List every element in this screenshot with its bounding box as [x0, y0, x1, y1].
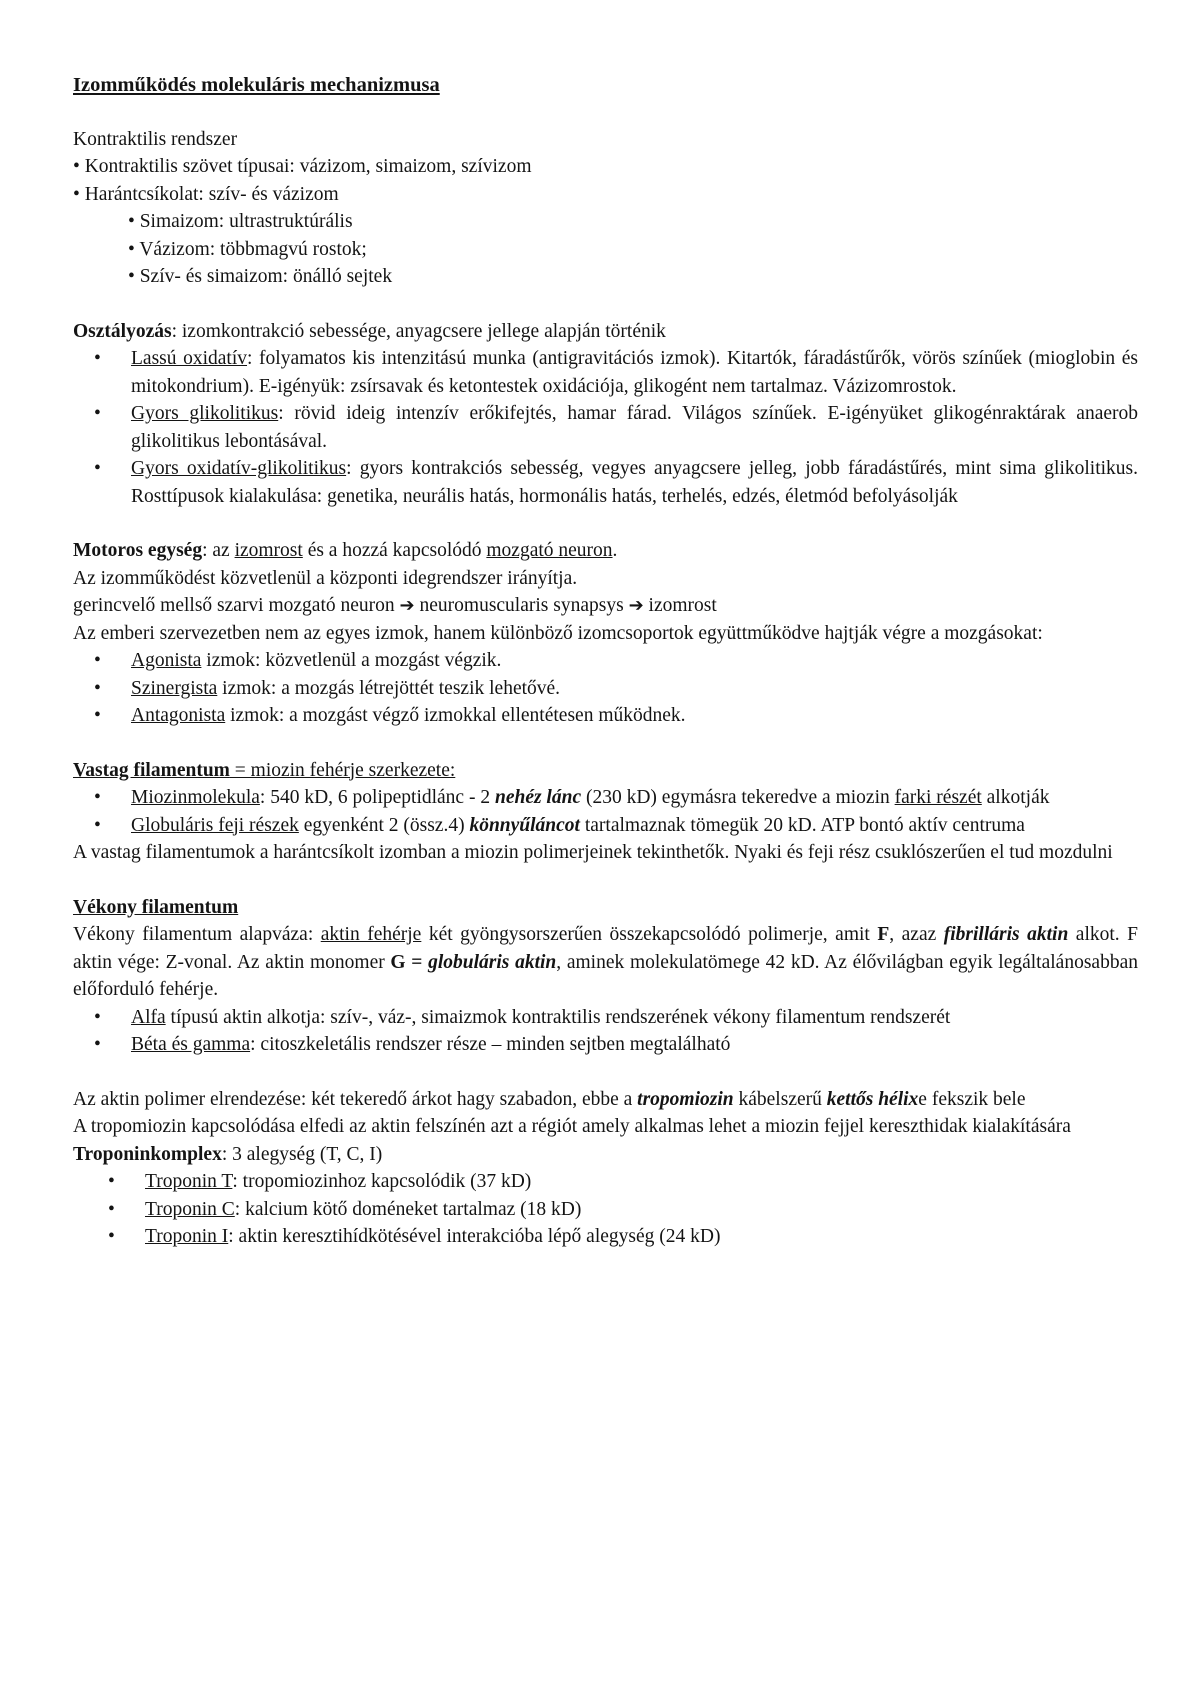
text: e fekszik bele [918, 1088, 1026, 1110]
text: tartalmaznak tömegük 20 kD. ATP bontó aktív centruma [579, 814, 1025, 836]
text: Az aktin polimer elrendezése: két tekeredő árkot hagy szabadon, ebbe a [73, 1088, 638, 1110]
section-label: Vastag filamentum [73, 759, 230, 781]
section-thick-filament [73, 757, 1138, 867]
list-item [73, 1031, 1138, 1059]
section-text: = miozin fehérje szerkezete: [229, 759, 456, 781]
list-item: • Kontraktilis szövet típusai: vázizom, simaizom, szívizom [73, 156, 532, 177]
list-term: Béta és gamma [131, 1034, 251, 1055]
bullet: • [94, 705, 101, 726]
text: két gyöngysorszerűen összekapcsolódó polimerje, amit [421, 924, 878, 945]
bullet: • [108, 1226, 115, 1247]
list-text: : tropomiozinhoz kapcsolódik (37 kD) [232, 1171, 532, 1192]
text: , azaz [889, 924, 944, 945]
list-item [73, 812, 1138, 840]
list-term: Troponin T [145, 1171, 233, 1192]
list-term: Troponin C [145, 1198, 235, 1220]
list-text: típusú aktin alkotja: szív-, váz-, simaizmok kontraktilis rendszerének vékony filamentum rendszerét [165, 1006, 951, 1028]
pathway-line [73, 592, 1138, 620]
list-text: izmok: a mozgást végző izmokkal ellentétesen működnek. [225, 705, 686, 726]
term: farki részét [894, 787, 982, 808]
list-term: Agonista [131, 650, 202, 671]
text: . [612, 540, 618, 561]
list-text: : rövid ideig intenzív erőkifejtés, hamar fárad. Világos színűek. E-igényüket glikogénraktárak anaerob glikolitikus lebontásával. [131, 403, 1138, 452]
list-term: Gyors glikolitikus [131, 403, 279, 424]
term-motor-neuron: mozgató neuron [486, 540, 613, 561]
list-text: : kalcium kötő doméneket tartalmaz (18 kD) [234, 1198, 582, 1220]
list-item [73, 702, 1138, 730]
paragraph: A tropomiozin kapcsolódása elfedi az aktin felszínén azt a régiót amely alkalmas lehet a miozin fejjel kereszthidak kialakítására [73, 1116, 1071, 1137]
text: izomrost [643, 595, 717, 616]
list-item [87, 1196, 1138, 1224]
page-title: Izomműködés molekuláris mechanizmusa [73, 74, 440, 96]
list-item [73, 455, 1138, 510]
paragraph-line: Az izomműködést közvetlenül a központi idegrendszer irányítja. [73, 567, 578, 589]
bullet: • [94, 1006, 101, 1028]
text: és a hozzá kapcsolódó [302, 540, 487, 561]
list-text: izmok: közvetlenül a mozgást végzik. [201, 650, 502, 671]
emphasis: F [877, 924, 890, 945]
section-heading: Vékony filamentum [73, 896, 239, 918]
list-term: Globuláris feji részek [131, 814, 299, 836]
emphasis: fibrilláris aktin [943, 924, 1069, 945]
list-term: Szinergista [131, 677, 218, 699]
list-term: Gyors oxidatív-glikolitikus [131, 458, 347, 479]
text: : 540 kD, 6 polipeptidlánc - 2 [259, 787, 495, 808]
section-label: Troponinkomplex [73, 1143, 222, 1165]
document-page [73, 72, 1138, 1251]
list-text: : aktin keresztihídkötésével interakcióba lépő alegység (24 kD) [228, 1226, 721, 1247]
paragraph: Az emberi szervezetben nem az egyes izmok, hanem különböző izomcsoportok együttműködve hajtják végre a mozgásokat: [73, 622, 1043, 644]
list-term: Miozinmolekula [131, 787, 260, 808]
bullet: • [94, 814, 101, 836]
emphasis: nehéz lánc [494, 787, 582, 808]
list-text: : citoszkeletális rendszer része – minden sejtben megtalálható [250, 1034, 731, 1055]
bullet: • [108, 1171, 115, 1192]
text: gerincvelő mellső szarvi mozgató neuron [73, 595, 400, 616]
bullet: • [94, 787, 101, 808]
emphasis: kettős hélix [826, 1088, 919, 1110]
arrow-right-icon: ➔ [399, 595, 415, 616]
text: alkot. F aktin vége: Z-vonal. Az aktin monomer [73, 924, 1138, 973]
section-text: : 3 alegység (T, C, I) [221, 1143, 383, 1165]
paragraph: A vastag filamentumok a harántcsíkolt izomban a miozin polimerjeinek tekinthetők. Nyaki és feji rész csuklószerűen el tud mozdulni [73, 842, 1113, 863]
list-text: izmok: a mozgás létrejöttét teszik lehetővé. [217, 677, 561, 699]
emphasis: G = [390, 951, 429, 973]
section-thin-filament [73, 894, 1138, 1059]
list-term: Troponin I [145, 1226, 229, 1247]
section-label: Motoros egység [73, 540, 203, 561]
sub-list-item: • Szív- és simaizom: önálló sejtek [128, 266, 393, 287]
paragraph [73, 921, 1138, 1004]
emphasis: könnyűláncot [469, 814, 580, 836]
list-item [73, 675, 1138, 703]
list-text: : gyors kontrakciós sebesség, vegyes anyagcsere jelleg, jobb fáradástűrés, mint sima glikolitikus. Rosttípusok kialakulása: genetika, neurális hatás, hormonális hatás, terhelés, edzés, életmód befolyásolják [131, 458, 1138, 507]
bullet: • [94, 650, 101, 671]
section-contractile-system [73, 126, 1138, 291]
text: : az [202, 540, 235, 561]
text: (230 kD) egymásra tekeredve a miozin [581, 787, 895, 808]
list-term: Lassú oxidatív [131, 348, 248, 369]
list-item [73, 784, 1138, 812]
paragraph [73, 1086, 1138, 1114]
list-item [87, 1168, 1138, 1196]
sub-list-item: • Simaizom: ultrastruktúrális [128, 211, 353, 232]
list-item [73, 1004, 1138, 1032]
text: neuromuscularis synapsys [414, 595, 629, 616]
section-actin-arrangement [73, 1086, 1138, 1251]
sub-list-item: • Vázizom: többmagvú rostok; [128, 238, 367, 260]
arrow-right-icon: ➔ [628, 595, 644, 616]
emphasis: tropomiozin [637, 1088, 734, 1110]
term-muscle-fiber: izomrost [234, 540, 303, 561]
text: , aminek molekulatömege 42 kD. Az élővilágban egyik legáltalánosabban előforduló fehérje. [73, 951, 1138, 1000]
text: alkotják [981, 787, 1050, 808]
text: egyenként 2 (össz.4) [298, 814, 470, 836]
bullet: • [94, 403, 101, 424]
bullet: • [94, 458, 101, 479]
list-item [73, 647, 1138, 675]
list-item [73, 345, 1138, 400]
bullet: • [94, 1034, 101, 1055]
section-heading: Kontraktilis rendszer [73, 128, 238, 150]
list-item [73, 400, 1138, 455]
list-term: Alfa [131, 1006, 166, 1028]
text: Vékony filamentum alapváza: [73, 924, 321, 945]
emphasis: globuláris aktin [428, 951, 557, 973]
term: aktin fehérje [320, 924, 422, 945]
list-item: • Harántcsíkolat: szív- és vázizom [73, 183, 339, 205]
section-label: Osztályozás [73, 320, 172, 342]
text: kábelszerű [733, 1088, 827, 1110]
list-item [87, 1223, 1138, 1251]
section-classification [73, 318, 1138, 511]
bullet: • [94, 677, 101, 699]
section-text: : izomkontrakció sebessége, anyagcsere jellege alapján történik [171, 320, 666, 342]
list-term: Antagonista [131, 705, 226, 726]
section-motor-unit [73, 537, 1138, 730]
bullet: • [94, 348, 101, 369]
bullet: • [108, 1198, 115, 1220]
list-text: : folyamatos kis intenzitású munka (antigravitációs izmok). Kitartók, fáradástűrők, vörös színűek (mioglobin és mitokondrium). E-igényük: zsírsavak és ketontestek oxidációja, glikogént nem tartalmaz. Vázizomrostok. [131, 348, 1138, 397]
